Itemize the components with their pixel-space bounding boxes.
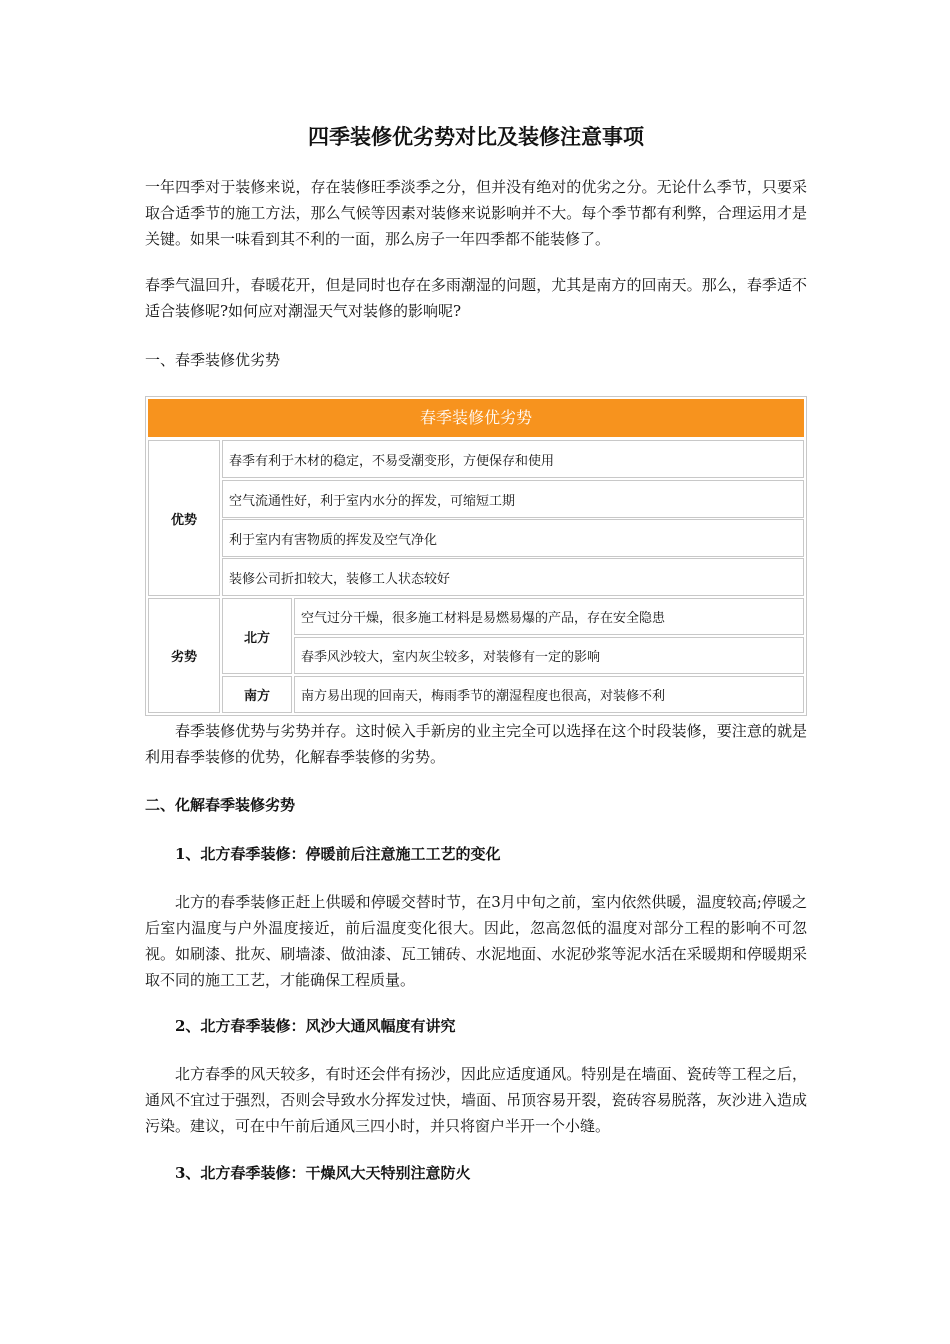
advantages-label: 优势	[148, 440, 220, 596]
advantage-row: 装修公司折扣较大，装修工人状态较好	[222, 558, 804, 596]
subheading-3: 3、北方春季装修：干燥风大天特别注意防火	[175, 1164, 471, 1182]
section-heading-spring: 一、春季装修优劣势	[145, 351, 281, 369]
north-label: 北方	[222, 598, 292, 674]
subheading-2: 2、北方春季装修：风沙大通风幅度有讲究	[175, 1017, 456, 1035]
subheading-1-paragraph: 北方的春季装修正赶上供暖和停暖交替时节，在3月中旬之前，室内依然供暖，温度较高;停暖之后室内温度与户外温度接近，前后温度变化很大。因此，忽高忽低的温度对部分工程的影响不可忽视。如刷漆、批灰、刷墙漆、做油漆、瓦工铺砖、水泥地面、水泥砂浆等泥水活在采暖期和停暖期采取不同的施工工艺，才能确保工程质量。	[145, 893, 807, 989]
advantage-row: 空气流通性好，利于室内水分的挥发，可缩短工期	[222, 480, 804, 518]
intro-paragraph-1: 一年四季对于装修来说，存在装修旺季淡季之分，但并没有绝对的优劣之分。无论什么季节，只要采取合适季节的施工方法，那么气候等因素对装修来说影响并不大。每个季节都有利弊，合理运用才是关键。如果一味看到其不利的一面，那么房子一年四季都不能装修了。	[145, 178, 807, 248]
south-disadvantage-row: 南方易出现的回南天，梅雨季节的潮湿程度也很高，对装修不利	[294, 676, 804, 713]
after-table-paragraph: 春季装修优势与劣势并存。这时候入手新房的业主完全可以选择在这个时段装修，要注意的就是利用春季装修的优势，化解春季装修的劣势。	[145, 722, 807, 766]
south-label: 南方	[222, 676, 292, 713]
subheading-2-paragraph: 北方春季的风天较多，有时还会伴有扬沙，因此应适度通风。特别是在墙面、瓷砖等工程之后，通风不宜过于强烈，否则会导致水分挥发过快，墙面、吊顶容易开裂，瓷砖容易脱落，灰沙进入造成污染。建议，可在中午前后通风三四小时，并只将窗户半开一个小缝。	[145, 1065, 807, 1135]
subheading-1: 1、北方春季装修：停暖前后注意施工工艺的变化	[175, 845, 501, 863]
advantage-row: 利于室内有害物质的挥发及空气净化	[222, 519, 804, 557]
intro-paragraph-2: 春季气温回升，春暖花开，但是同时也存在多雨潮湿的问题，尤其是南方的回南天。那么，春季适不适合装修呢?如何应对潮湿天气对装修的影响呢?	[145, 276, 807, 320]
north-disadvantage-row: 春季风沙较大，室内灰尘较多，对装修有一定的影响	[294, 637, 804, 674]
section-heading-resolve: 二、化解春季装修劣势	[145, 796, 296, 814]
table-header: 春季装修优劣势	[148, 399, 804, 437]
north-disadvantage-row: 空气过分干燥，很多施工材料是易燃易爆的产品，存在安全隐患	[294, 598, 804, 635]
spring-pros-cons-table	[145, 396, 807, 716]
advantage-row: 春季有利于木材的稳定，不易受潮变形，方便保存和使用	[222, 440, 804, 478]
disadvantages-label: 劣势	[148, 598, 220, 713]
document-title: 四季装修优劣势对比及装修注意事项	[308, 124, 644, 149]
